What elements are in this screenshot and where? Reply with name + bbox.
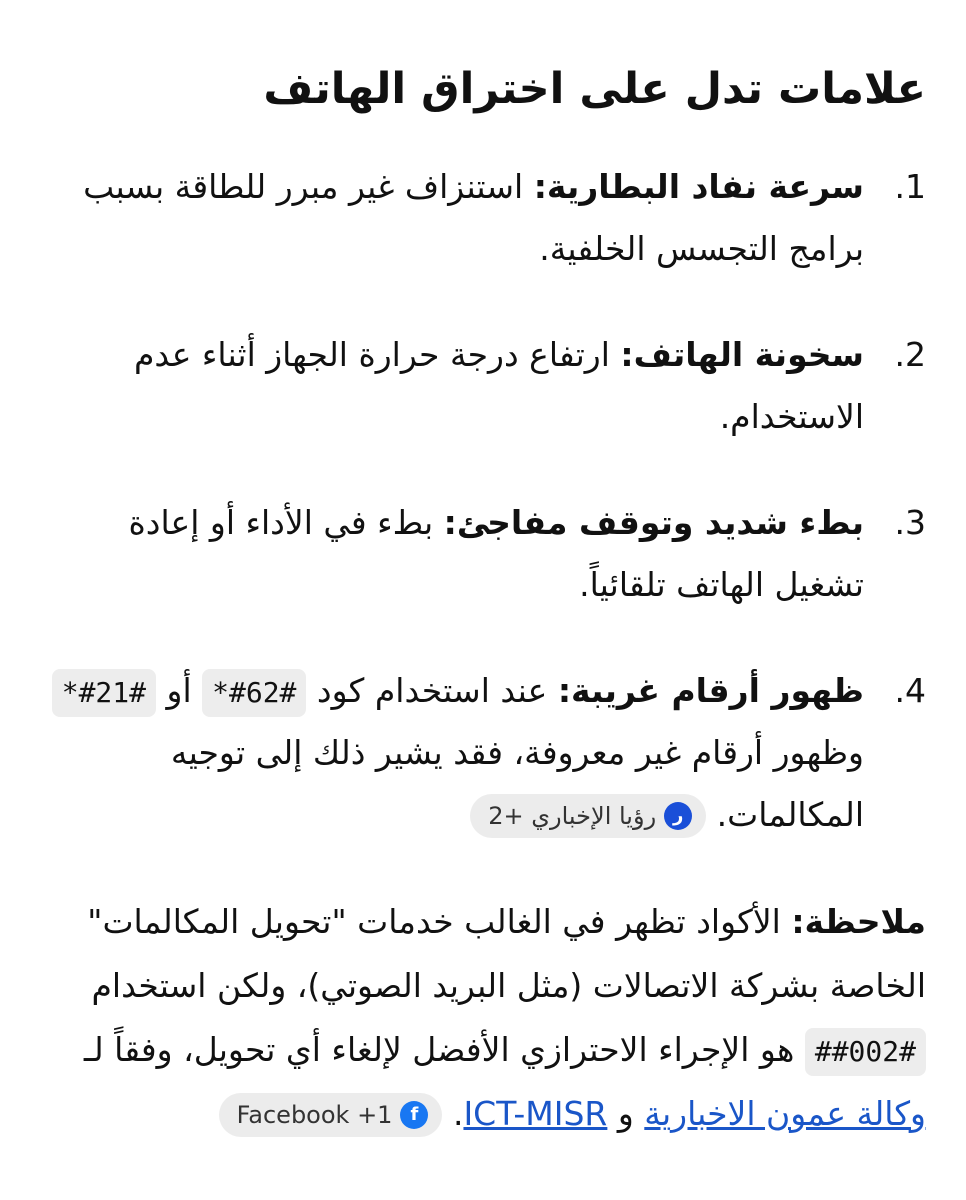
source-chip-facebook[interactable]	[219, 1093, 443, 1137]
list-item-connector: أو	[166, 670, 192, 710]
list-item-heading: ظهور أرقام غريبة:	[557, 670, 864, 710]
roya-news-icon: ر	[664, 802, 692, 830]
note-paragraph	[40, 890, 926, 1146]
ammon-news-link[interactable]: وكالة عمون الاخبارية	[644, 1093, 926, 1133]
list-item-text	[40, 492, 864, 616]
list-item-text	[40, 660, 864, 846]
list-item-number: 2.	[894, 334, 926, 374]
list-item-number: 3.	[894, 502, 926, 542]
list-item-body: بطء في الأداء أو إعادة تشغيل الهاتف تلقائياً.	[128, 502, 864, 604]
note-end-period: .	[452, 1093, 464, 1133]
list-item	[40, 324, 926, 448]
list-item-body-start: عند استخدام كود	[316, 670, 548, 710]
list-item	[40, 660, 926, 846]
note-text-2: هو الإجراء الاحترازي الأفضل لإلغاء أي تحويل، وفقاً لـ	[83, 1029, 795, 1069]
list-item-body: ارتفاع درجة حرارة الجهاز أثناء عدم الاستخدام.	[133, 334, 864, 436]
signs-list	[40, 156, 926, 846]
list-item-body: استنزاف غير مبرر للطاقة بسبب برامج التجسس الخلفية.	[83, 166, 864, 268]
list-item-text	[40, 156, 864, 280]
source-chip-label: Facebook +1	[236, 1101, 393, 1130]
list-item-heading: سرعة نفاد البطارية:	[533, 166, 864, 206]
list-item-number: 1.	[894, 166, 926, 206]
code-snippet: *#62#	[202, 669, 306, 717]
list-item-number: 4.	[894, 670, 926, 710]
list-item	[40, 156, 926, 280]
note-heading: ملاحظة:	[791, 901, 926, 941]
source-chip-label: رؤيا الإخباري +2	[488, 802, 657, 831]
list-item-heading: سخونة الهاتف:	[620, 334, 864, 374]
list-item	[40, 492, 926, 616]
list-item-text	[40, 324, 864, 448]
facebook-icon: f	[400, 1101, 428, 1129]
page-title: علامات تدل على اختراق الهاتف	[263, 64, 926, 114]
note-text-1: الأكواد تظهر في الغالب خدمات "تحويل المكالمات" الخاصة بشركة الاتصالات (مثل البريد الصوتي)، ولكن استخدام	[87, 901, 926, 1005]
list-item-body-end: وظهور أرقام غير معروفة، فقد يشير ذلك إلى توجيه المكالمات.	[170, 732, 864, 834]
list-item-heading: بطء شديد وتوقف مفاجئ:	[443, 502, 864, 542]
code-snippet: ##002#	[805, 1028, 926, 1076]
ict-misr-link[interactable]: ICT-MISR	[463, 1093, 608, 1133]
note-and: و	[617, 1093, 634, 1133]
code-snippet: *#21#	[52, 669, 156, 717]
source-chip-roya[interactable]	[470, 794, 706, 838]
